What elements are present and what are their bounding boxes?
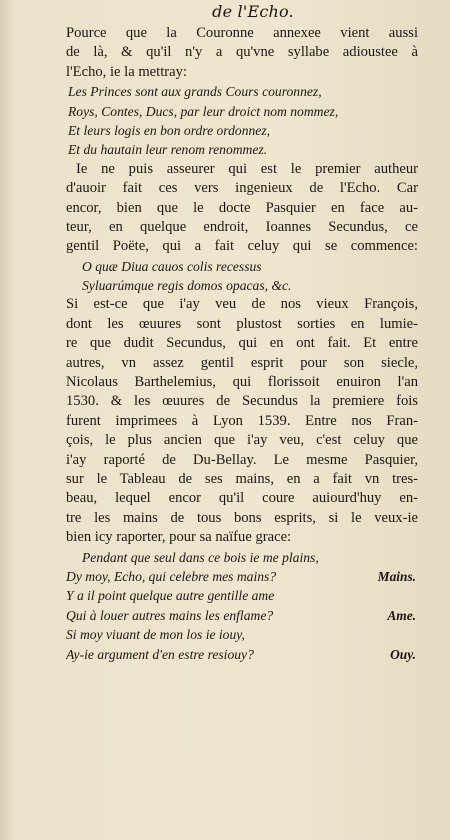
- text-line: Ie ne puis asseurer qui est le premier autheur: [76, 160, 418, 177]
- text-line: sur le Tableau de ses mains, en a fait vn tres-: [66, 470, 418, 487]
- text-line: d'auoir fait ces vers ingenieux de l'Echo. Car: [66, 180, 418, 197]
- echo-verse-line: Si moy viuant de mon los ie iouy,: [66, 627, 245, 643]
- echo-answer: Ame.: [387, 607, 416, 623]
- text-line: Si est-ce que i'ay veu de nos vieux François,: [66, 296, 418, 313]
- text-line: beau, lequel encor qu'il coure auiourd'huy en-: [66, 490, 418, 507]
- verse-line: Roys, Contes, Ducs, par leur droict nom nommez,: [68, 103, 339, 119]
- echo-verse-line: [66, 645, 418, 664]
- text-line: Pource que la Couronne annexee vient aussi: [66, 25, 418, 41]
- echo-verse-text: Qui à louer autres mains les enflame?: [66, 607, 274, 623]
- page-text: [66, 24, 418, 664]
- running-head: de l'Echo.: [212, 2, 294, 21]
- text-line: i'ay raporté de Du-Bellay. Le mesme Pasquier,: [66, 451, 418, 468]
- quote-line: O quæ Diua cauos colis recessus: [82, 258, 262, 274]
- text-line: furent imprimees à Lyon 1539. Entre nos Fran-: [66, 412, 418, 429]
- quote-line: Syluarúmque regis domos opacas, &c.: [82, 278, 292, 294]
- text-line: gentil Poëte, qui a fait celuy qui se commence:: [66, 238, 418, 255]
- echo-verse-line: Pendant que seul dans ce bois ie me plains,: [82, 549, 319, 565]
- text-line: encor, bien que le docte Pasquier en face au-: [66, 199, 418, 216]
- text-line: autres, vn assez gentil esprit pour son siecle,: [66, 354, 418, 371]
- text-line: dont les œuures sont plustost sorties en lumie-: [66, 315, 418, 332]
- echo-verse-line: Y a il point quelque autre gentille ame: [66, 588, 275, 604]
- echo-answer: Ouy.: [390, 646, 416, 662]
- echo-verse-text: Dy moy, Echo, qui celebre mes mains?: [66, 568, 277, 584]
- text-line: çois, le plus ancien que i'ay veu, c'est celuy que: [66, 432, 418, 449]
- text-line: Nicolaus Barthelemius, qui florissoit enuiron l'an: [66, 374, 418, 391]
- verse-line: Et leurs logis en bon ordre ordonnez,: [68, 122, 271, 138]
- text-line: l'Echo, ie la mettray:: [66, 63, 187, 80]
- text-line: tre les mains de tous bons esprits, si le veux-ie: [66, 509, 418, 526]
- text-line: bien icy raporter, pour sa naïfue grace:: [66, 529, 292, 546]
- echo-answer: Mains.: [377, 568, 416, 584]
- echo-verse-line: [66, 567, 418, 586]
- text-line: re que dudit Secundus, qui en ont fait. Et entre: [66, 335, 418, 352]
- echo-verse-text: Ay-ie argument d'en estre resiouy?: [66, 646, 254, 662]
- verse-line: Les Princes sont aux grands Cours couronnez,: [68, 84, 322, 100]
- echo-verse-line: [66, 606, 418, 625]
- text-line: 1530. & les œuures de Secundus la premiere fois: [66, 393, 418, 410]
- text-line: teur, en quelque endroit, Ioannes Secundus, ce: [66, 218, 418, 235]
- text-line: de là, & qu'il n'y a qu'vne syllabe adioustee à: [66, 44, 418, 61]
- verse-line: Et du hautain leur renom renommez.: [68, 142, 268, 158]
